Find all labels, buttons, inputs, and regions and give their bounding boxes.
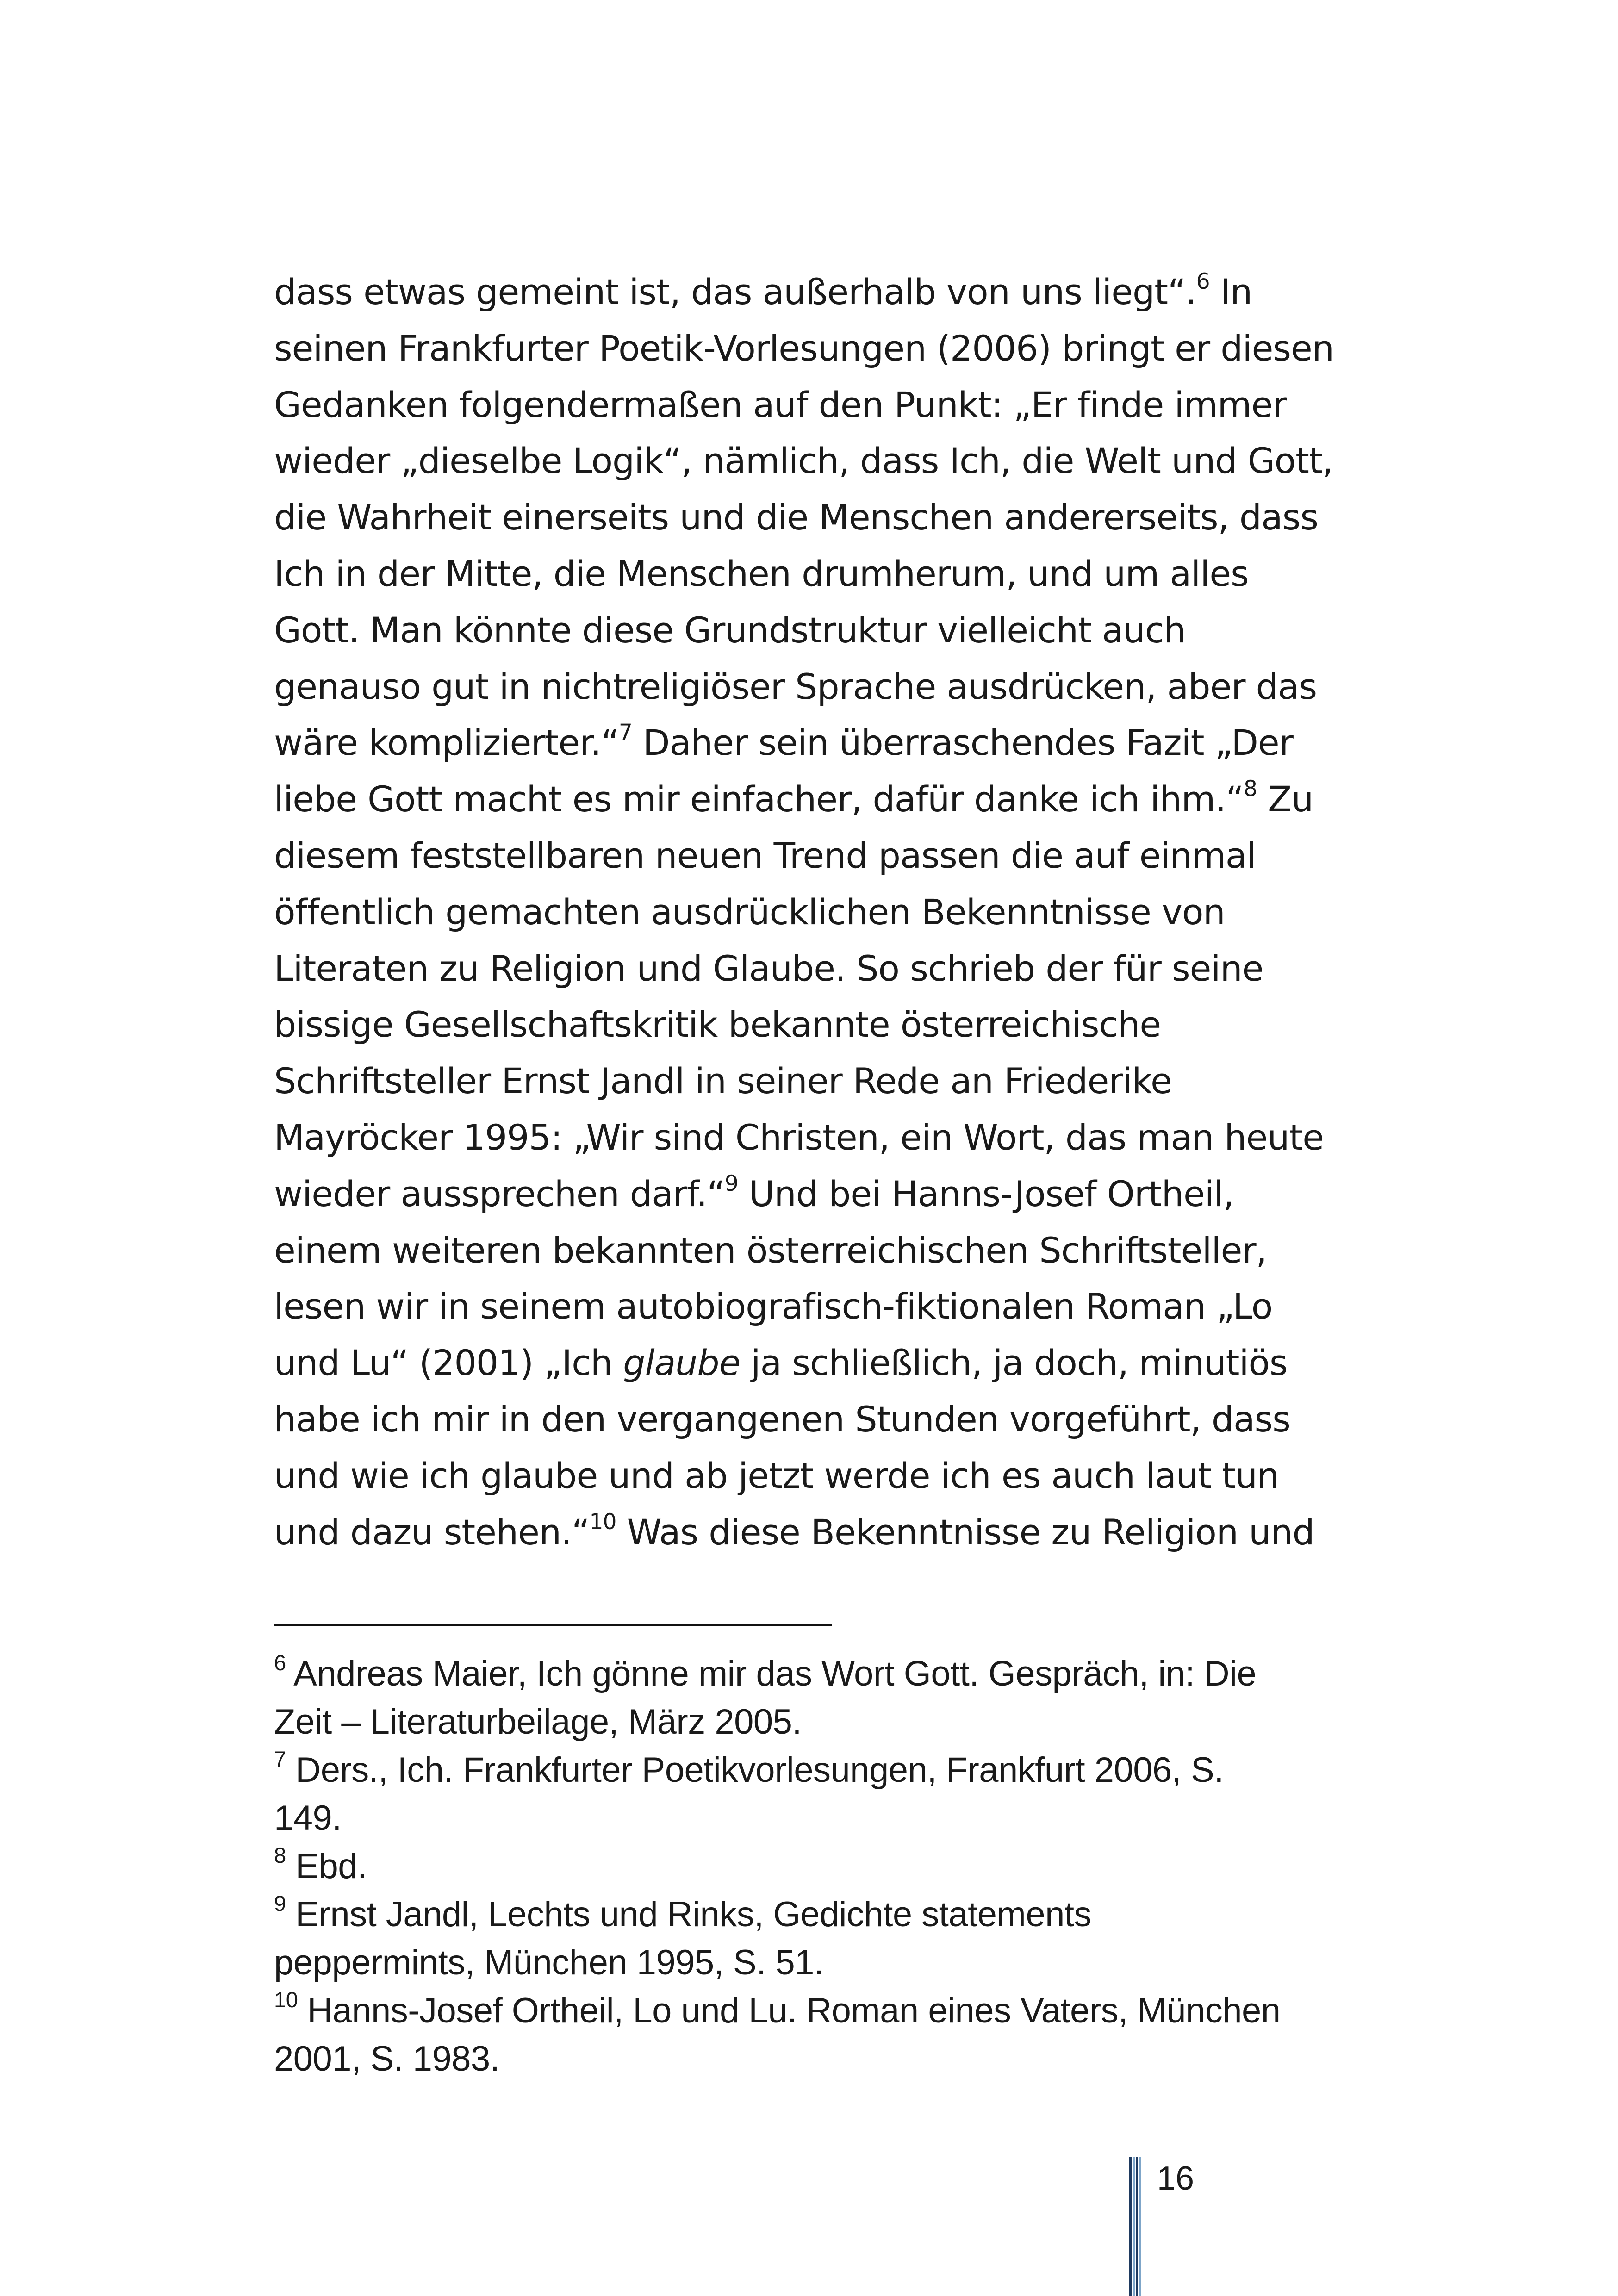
footnote-line bbox=[274, 1698, 1385, 1746]
footnote-8 bbox=[274, 1842, 1385, 1891]
body-line bbox=[274, 1166, 1371, 1222]
body-text-span: einem weiteren bekannten österreichischen Schriftsteller, bbox=[274, 1229, 1267, 1271]
body-text-span: lesen wir in seinem autobiografisch-fiktionalen Roman „Lo bbox=[274, 1286, 1273, 1327]
marker-bar bbox=[1136, 2157, 1138, 2296]
body-line bbox=[274, 264, 1371, 320]
body-line bbox=[274, 1109, 1371, 1166]
footnotes bbox=[274, 1650, 1385, 2083]
footnote-6 bbox=[274, 1650, 1385, 1746]
body-line bbox=[274, 1391, 1371, 1448]
body-text-span: Zu bbox=[1257, 778, 1313, 820]
body-text-span: und dazu stehen.“ bbox=[274, 1511, 590, 1553]
footnote-line bbox=[274, 1891, 1385, 1939]
body-line bbox=[274, 1335, 1371, 1391]
body-text-span: habe ich mir in den vergangenen Stunden vorgeführt, dass bbox=[274, 1398, 1290, 1440]
footnote-reference: 10 bbox=[589, 1509, 616, 1535]
footnote-text: Ernst Jandl, Lechts und Rinks, Gedichte statements bbox=[295, 1895, 1091, 1934]
body-line bbox=[274, 546, 1371, 602]
body-text-span: ja schließlich, ja doch, minutiös bbox=[740, 1342, 1288, 1384]
body-line bbox=[274, 1053, 1371, 1109]
footnote-reference: 7 bbox=[618, 720, 632, 746]
page-marker-bars bbox=[1129, 2157, 1142, 2296]
marker-bar bbox=[1129, 2157, 1132, 2296]
marker-bar bbox=[1133, 2157, 1135, 2296]
body-line bbox=[274, 320, 1371, 377]
body-text-span: die Wahrheit einerseits und die Menschen andererseits, dass bbox=[274, 497, 1318, 538]
footnote-text: peppermints, München 1995, S. 51. bbox=[274, 1943, 824, 1982]
body-text-span: Literaten zu Religion und Glaube. So schrieb der für seine bbox=[274, 947, 1263, 989]
footnote-text: Hanns-Josef Ortheil, Lo und Lu. Roman eines Vaters, München bbox=[307, 1991, 1281, 2030]
footnote-9 bbox=[274, 1891, 1385, 1987]
footnote-separator bbox=[274, 1624, 832, 1626]
footnote-line bbox=[274, 1842, 1385, 1891]
body-line bbox=[274, 884, 1371, 940]
footnote-number: 6 bbox=[274, 1650, 286, 1675]
body-line bbox=[274, 602, 1371, 659]
footnote-text: Zeit – Literaturbeilage, März 2005. bbox=[274, 1702, 802, 1742]
footnote-number: 10 bbox=[274, 1987, 298, 2012]
emphasized-text: glaube bbox=[623, 1342, 741, 1384]
body-line bbox=[274, 771, 1371, 828]
footnote-line bbox=[274, 2035, 1385, 2083]
body-line bbox=[274, 940, 1371, 997]
body-text-span: dass etwas gemeint ist, das außerhalb von uns liegt“. bbox=[274, 271, 1196, 312]
body-text-span: Gedanken folgendermaßen auf den Punkt: „Er finde immer bbox=[274, 384, 1287, 425]
body-text-span: seinen Frankfurter Poetik-Vorlesungen (2006) bringt er diesen bbox=[274, 327, 1334, 369]
footnote-number: 9 bbox=[274, 1891, 286, 1916]
body-line bbox=[274, 1504, 1371, 1561]
body-text-span: Was diese Bekenntnisse zu Religion und bbox=[616, 1511, 1314, 1553]
body-text-span: Daher sein überraschendes Fazit „Der bbox=[632, 722, 1293, 764]
footnote-text: 149. bbox=[274, 1798, 342, 1838]
footnote-7 bbox=[274, 1746, 1385, 1842]
body-text-span: und Lu“ (2001) „Ich bbox=[274, 1342, 623, 1384]
footnote-line bbox=[274, 1746, 1385, 1794]
body-line bbox=[274, 715, 1371, 771]
body-text-span: wäre komplizierter.“ bbox=[274, 722, 619, 764]
page-number: 16 bbox=[1157, 2160, 1195, 2197]
body-text-span: öffentlich gemachten ausdrücklichen Bekenntnisse von bbox=[274, 891, 1225, 933]
footnote-text: Ebd. bbox=[295, 1847, 367, 1886]
footnote-text: 2001, S. 1983. bbox=[274, 2039, 500, 2078]
body-text-span: Schriftsteller Ernst Jandl in seiner Rede an Friederike bbox=[274, 1060, 1172, 1102]
body-text-span: Und bei Hanns-Josef Ortheil, bbox=[738, 1173, 1234, 1214]
body-text-span: genauso gut in nichtreligiöser Sprache ausdrücken, aber das bbox=[274, 666, 1317, 707]
body-text-span: diesem feststellbaren neuen Trend passen die auf einmal bbox=[274, 834, 1256, 876]
body-text-span: In bbox=[1209, 271, 1252, 312]
body-line bbox=[274, 377, 1371, 433]
footnote-line bbox=[274, 1987, 1385, 2035]
footnote-number: 8 bbox=[274, 1843, 286, 1868]
body-line bbox=[274, 996, 1371, 1053]
footnote-number: 7 bbox=[274, 1747, 286, 1772]
footnote-reference: 6 bbox=[1196, 269, 1210, 295]
body-text-span: bissige Gesellschaftskritik bekannte österreichische bbox=[274, 1004, 1161, 1045]
footnote-line bbox=[274, 1939, 1385, 1987]
body-line bbox=[274, 1278, 1371, 1335]
body-text-span: wieder aussprechen darf.“ bbox=[274, 1173, 725, 1214]
body-text-span: Gott. Man könnte diese Grundstruktur vielleicht auch bbox=[274, 609, 1186, 651]
footnote-text: Ders., Ich. Frankfurter Poetikvorlesungen, Frankfurt 2006, S. bbox=[295, 1750, 1224, 1790]
body-line bbox=[274, 659, 1371, 715]
body-text-span: Mayröcker 1995: „Wir sind Christen, ein Wort, das man heute bbox=[274, 1116, 1324, 1158]
footnote-reference: 8 bbox=[1243, 776, 1257, 802]
body-line bbox=[274, 489, 1371, 546]
body-text-span: liebe Gott macht es mir einfacher, dafür danke ich ihm.“ bbox=[274, 778, 1244, 820]
body-line bbox=[274, 828, 1371, 884]
body-line bbox=[274, 1448, 1371, 1504]
body-text bbox=[274, 264, 1371, 1560]
marker-bar bbox=[1139, 2157, 1141, 2296]
body-text-span: Ich in der Mitte, die Menschen drumherum, und um alles bbox=[274, 553, 1249, 594]
footnote-line bbox=[274, 1794, 1385, 1842]
body-text-span: wieder „dieselbe Logik“, nämlich, dass Ich, die Welt und Gott, bbox=[274, 440, 1333, 482]
body-text-span: und wie ich glaube und ab jetzt werde ich es auch laut tun bbox=[274, 1455, 1279, 1496]
body-line bbox=[274, 433, 1371, 489]
body-line bbox=[274, 1222, 1371, 1279]
footnote-reference: 9 bbox=[724, 1170, 738, 1196]
footnote-10 bbox=[274, 1987, 1385, 2083]
footnote-line bbox=[274, 1650, 1385, 1698]
footnote-text: Andreas Maier, Ich gönne mir das Wort Gott. Gespräch, in: Die bbox=[293, 1654, 1257, 1693]
